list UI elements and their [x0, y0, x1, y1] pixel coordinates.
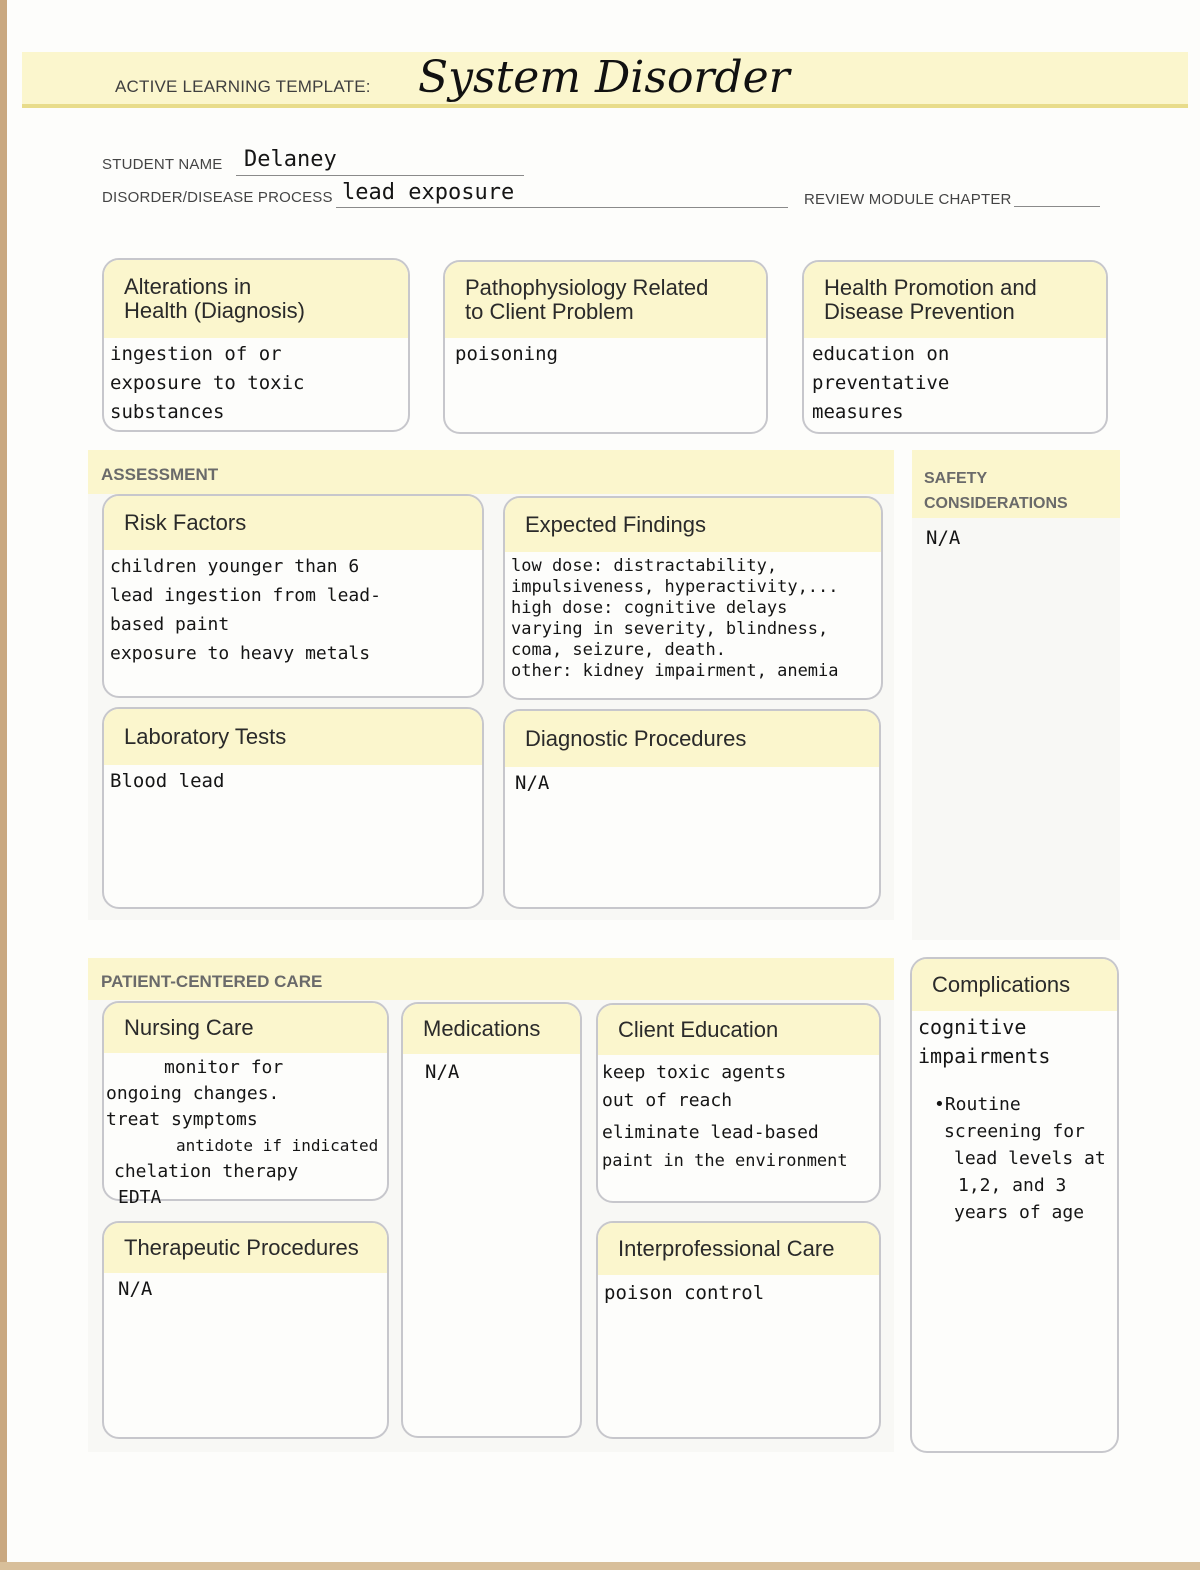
- interprofessional-care-content[interactable]: [598, 1275, 879, 1308]
- risk-factors-line: exposure to heavy metals: [110, 643, 371, 664]
- pathophysiology-box: [443, 260, 768, 434]
- complications-title: Complications: [932, 972, 1071, 997]
- interprofessional-care-header: [598, 1223, 879, 1275]
- client-education-title: Client Education: [618, 1017, 779, 1042]
- risk-factors-line: based paint: [110, 614, 230, 635]
- risk-factors-header: [104, 496, 482, 550]
- complications-note-line: screening for: [944, 1121, 1085, 1142]
- alterations-content[interactable]: [104, 338, 408, 427]
- complications-note-line: 1,2, and 3: [958, 1175, 1067, 1196]
- alterations-header: [104, 260, 408, 338]
- expected-findings-line: other: kidney impairment, anemia: [511, 661, 839, 681]
- expected-findings-title: Expected Findings: [525, 512, 706, 537]
- diagnostic-procedures-box: [503, 709, 881, 909]
- risk-factors-title: Risk Factors: [124, 510, 247, 535]
- safety-considerations-value[interactable]: N/A: [926, 527, 961, 549]
- student-name-field[interactable]: Delaney: [244, 147, 337, 172]
- template-label: ACTIVE LEARNING TEMPLATE:: [115, 77, 371, 96]
- expected-findings-header: [505, 498, 881, 552]
- health-promotion-line: education on: [812, 343, 950, 365]
- nursing-care-box: [102, 1001, 389, 1208]
- complications-note: [918, 1091, 1117, 1226]
- client-education-line: paint in the environment: [602, 1151, 848, 1171]
- complications-content[interactable]: [912, 1011, 1117, 1226]
- interprofessional-care-title: Interprofessional Care: [618, 1236, 835, 1261]
- medications-content[interactable]: [403, 1054, 580, 1087]
- interprofessional-care-line: poison control: [604, 1282, 765, 1304]
- client-education-line: eliminate lead-based: [602, 1122, 819, 1143]
- health-promotion-header: [804, 262, 1106, 338]
- nursing-care-line: EDTA: [118, 1187, 162, 1208]
- laboratory-tests-line: Blood lead: [110, 770, 225, 792]
- header-underline: [22, 104, 1188, 108]
- risk-factors-line: lead ingestion from lead-: [110, 585, 381, 606]
- pathophysiology-line: poisoning: [455, 343, 558, 365]
- health-promotion-box: [802, 260, 1108, 434]
- health-promotion-line: preventative: [812, 372, 950, 394]
- laboratory-tests-title: Laboratory Tests: [124, 724, 287, 749]
- complications-line: cognitive: [918, 1015, 1027, 1039]
- client-education-header: [598, 1005, 879, 1055]
- pathophysiology-header: [445, 262, 766, 338]
- therapeutic-procedures-header: [104, 1223, 387, 1273]
- health-promotion-title-line2: Disease Prevention: [824, 299, 1015, 324]
- therapeutic-procedures-box: [102, 1221, 389, 1439]
- expected-findings-line: impulsiveness, hyperactivity,...: [511, 577, 839, 597]
- laboratory-tests-box: [102, 707, 484, 909]
- alterations-box: [102, 258, 410, 432]
- patient-centered-care-label: PATIENT-CENTERED CARE: [101, 972, 323, 991]
- expected-findings-line: low dose: distractability,: [511, 556, 778, 576]
- expected-findings-content[interactable]: [505, 552, 881, 682]
- complications-note-line: lead levels at: [954, 1148, 1106, 1169]
- page-title: System Disorder: [418, 52, 790, 103]
- risk-factors-line: children younger than 6: [110, 556, 360, 577]
- assessment-label: ASSESSMENT: [101, 465, 219, 484]
- alterations-line: substances: [110, 401, 225, 423]
- disorder-line: [336, 207, 788, 208]
- alterations-title-line2: Health (Diagnosis): [124, 298, 305, 323]
- nursing-care-content[interactable]: [104, 1053, 387, 1211]
- expected-findings-line: coma, seizure, death.: [511, 640, 726, 660]
- health-promotion-line: measures: [812, 401, 904, 423]
- pathophysiology-title-line2: to Client Problem: [465, 299, 634, 324]
- therapeutic-procedures-line: N/A: [118, 1278, 153, 1300]
- complications-line: impairments: [918, 1044, 1051, 1068]
- expected-findings-line: high dose: cognitive delays: [511, 598, 788, 618]
- pathophysiology-title-line1: Pathophysiology Related: [465, 275, 709, 300]
- medications-line: N/A: [425, 1061, 460, 1083]
- diagnostic-procedures-header: [505, 711, 879, 767]
- review-chapter-label: REVIEW MODULE CHAPTER: [804, 191, 1012, 208]
- therapeutic-procedures-title: Therapeutic Procedures: [124, 1235, 359, 1260]
- laboratory-tests-header: [104, 709, 482, 765]
- student-name-label: STUDENT NAME: [102, 156, 223, 173]
- diagnostic-procedures-content[interactable]: [505, 767, 879, 798]
- nursing-care-line: ongoing changes.: [106, 1083, 280, 1104]
- nursing-care-header: [104, 1003, 387, 1053]
- expected-findings-line: varying in severity, blindness,: [511, 619, 829, 639]
- interprofessional-care-box: [596, 1221, 881, 1439]
- complications-note-line: •Routine: [934, 1094, 1021, 1115]
- nursing-care-line: treat symptoms: [106, 1109, 258, 1130]
- health-promotion-content[interactable]: [804, 338, 1106, 427]
- medications-box: [401, 1002, 582, 1438]
- client-education-box: [596, 1003, 881, 1203]
- pathophysiology-content[interactable]: [445, 338, 766, 369]
- safety-title: [924, 466, 1068, 516]
- safety-title-line1: SAFETY: [924, 470, 988, 487]
- therapeutic-procedures-content[interactable]: [104, 1273, 387, 1304]
- review-chapter-line: [1014, 206, 1100, 207]
- disorder-field[interactable]: lead exposure: [342, 180, 515, 205]
- complications-spacer: [918, 1071, 1117, 1091]
- client-education-line: keep toxic agents: [602, 1062, 787, 1083]
- risk-factors-content[interactable]: [104, 550, 482, 668]
- client-education-content[interactable]: [598, 1055, 879, 1175]
- page-edge-bottom: [0, 1562, 1200, 1570]
- complications-box: [910, 957, 1119, 1453]
- alterations-line: ingestion of or: [110, 343, 282, 365]
- nursing-care-title: Nursing Care: [124, 1015, 254, 1040]
- page-edge-left: [0, 0, 7, 1570]
- medications-header: [403, 1004, 580, 1054]
- alterations-title-line1: Alterations in: [124, 274, 252, 299]
- diagnostic-procedures-title: Diagnostic Procedures: [525, 726, 747, 751]
- safety-title-line2: CONSIDERATIONS: [924, 495, 1068, 512]
- client-education-line: out of reach: [602, 1090, 733, 1111]
- complications-header: [912, 959, 1117, 1011]
- risk-factors-box: [102, 494, 484, 698]
- disorder-label: DISORDER/DISEASE PROCESS: [102, 189, 333, 206]
- complications-note-line: years of age: [954, 1202, 1085, 1223]
- nursing-care-line: chelation therapy: [114, 1161, 299, 1182]
- alterations-line: exposure to toxic: [110, 372, 305, 394]
- medications-title: Medications: [423, 1016, 541, 1041]
- diagnostic-procedures-line: N/A: [515, 772, 550, 794]
- laboratory-tests-content[interactable]: [104, 765, 482, 796]
- health-promotion-title-line1: Health Promotion and: [824, 275, 1037, 300]
- student-name-line: [236, 175, 524, 176]
- expected-findings-box: [503, 496, 883, 700]
- nursing-care-line: monitor for: [164, 1057, 284, 1078]
- nursing-care-line: antidote if indicated: [176, 1136, 379, 1155]
